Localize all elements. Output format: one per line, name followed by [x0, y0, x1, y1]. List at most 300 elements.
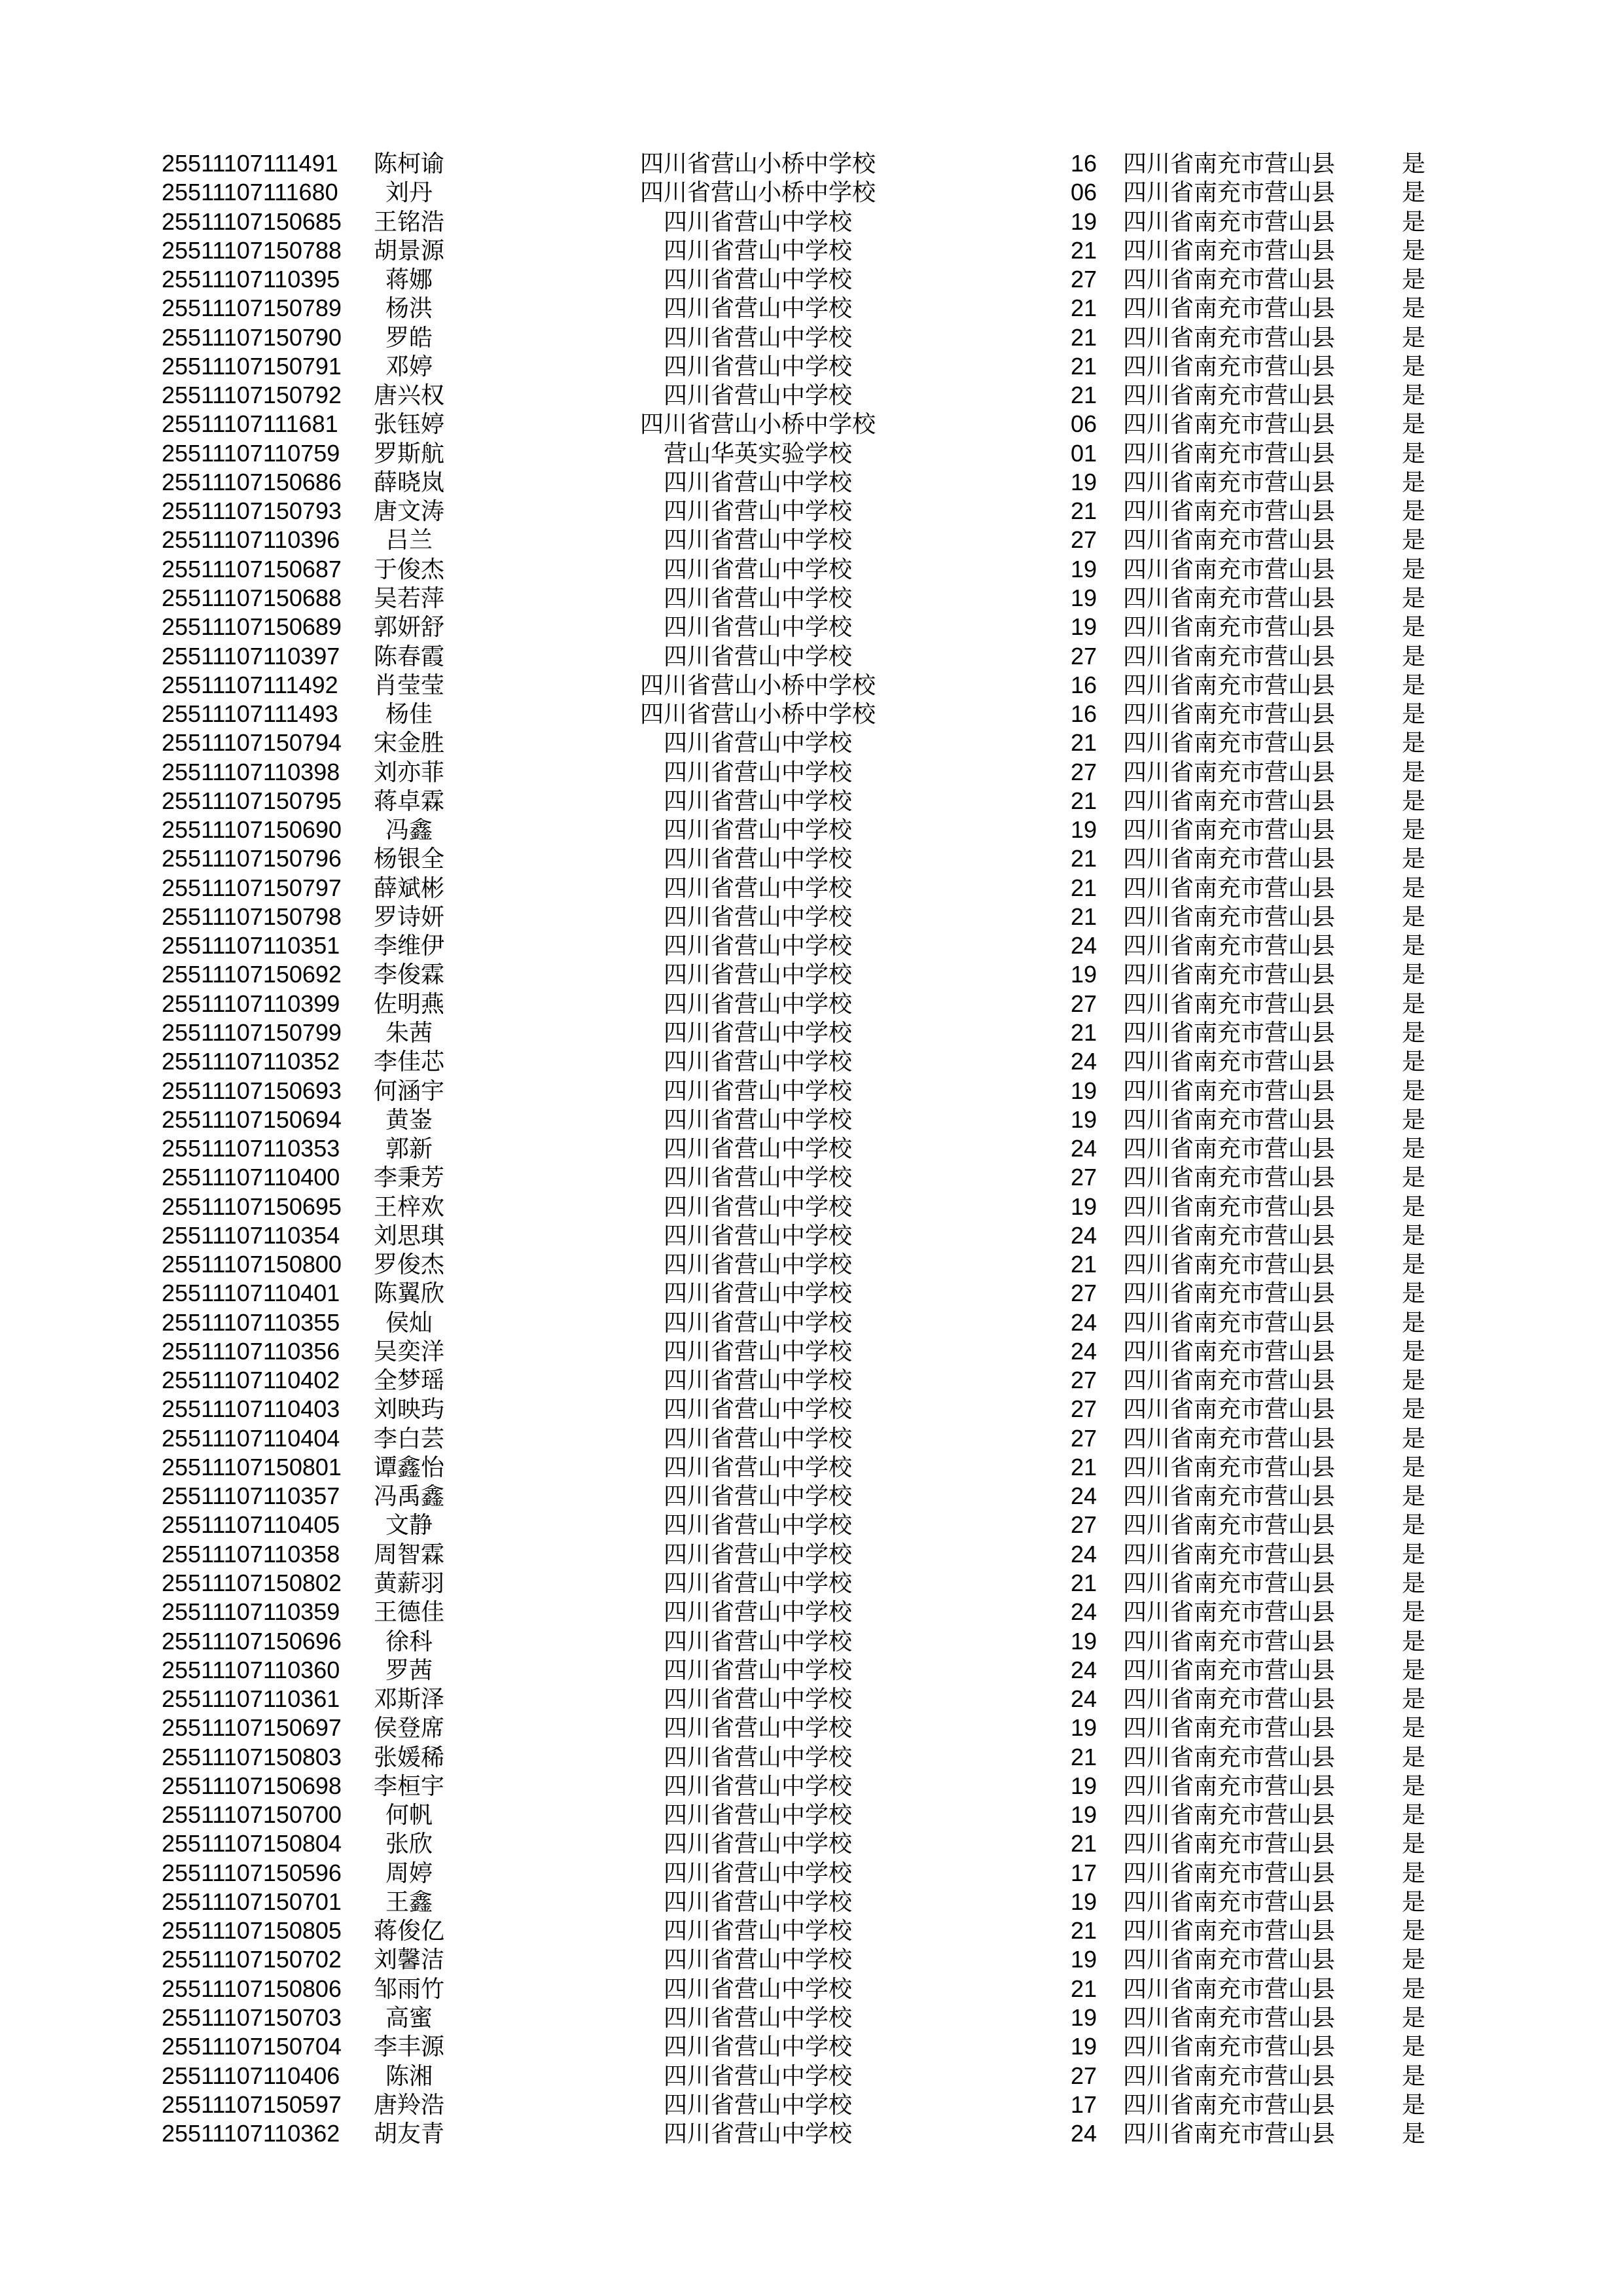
- cell-student-name: 张媛稀: [373, 1743, 444, 1770]
- cell-id-number: 25511107110351: [162, 932, 340, 960]
- cell-student-name: 刘馨洁: [373, 1946, 444, 1973]
- cell-id-number: 25511107150788: [162, 236, 342, 264]
- cell-county: 四川省南充市营山县: [1122, 468, 1335, 495]
- cell-id-number: 25511107150804: [162, 1830, 342, 1857]
- cell-school-name: 四川省营山中学校: [663, 1946, 852, 1973]
- table-row: [162, 468, 1466, 497]
- cell-confirm-flag: 是: [1401, 526, 1425, 554]
- cell-id-number: 25511107150703: [162, 2004, 342, 2031]
- cell-student-name: 胡友青: [373, 2120, 444, 2147]
- cell-student-name: 何帆: [385, 1801, 433, 1829]
- table-row: [162, 1221, 1466, 1250]
- cell-county: 四川省南充市营山县: [1122, 1424, 1335, 1452]
- cell-confirm-flag: 是: [1401, 671, 1425, 698]
- table-row: [162, 931, 1466, 960]
- cell-school-name: 四川省营山中学校: [663, 1975, 852, 2002]
- table-row: [162, 990, 1466, 1018]
- cell-confirm-flag: 是: [1401, 758, 1425, 785]
- cell-county: 四川省南充市营山县: [1122, 1714, 1335, 1742]
- cell-id-number: 25511107110358: [162, 1540, 340, 1568]
- table-row: [162, 1656, 1466, 1685]
- table-row: [162, 671, 1466, 700]
- cell-school-name: 四川省营山中学校: [663, 1714, 852, 1742]
- cell-county: 四川省南充市营山县: [1122, 295, 1335, 322]
- cell-number: 21: [1070, 1743, 1097, 1770]
- cell-id-number: 25511107110405: [162, 1511, 340, 1539]
- table-row: [162, 2032, 1466, 2061]
- cell-county: 四川省南充市营山县: [1122, 2033, 1335, 2060]
- cell-student-name: 罗斯航: [373, 439, 444, 467]
- table-row: [162, 874, 1466, 903]
- cell-county: 四川省南充市营山县: [1122, 729, 1335, 757]
- cell-number: 24: [1070, 2120, 1097, 2147]
- cell-confirm-flag: 是: [1401, 903, 1425, 930]
- cell-student-name: 周婷: [385, 1859, 433, 1886]
- cell-county: 四川省南充市营山县: [1122, 613, 1335, 641]
- cell-confirm-flag: 是: [1401, 961, 1425, 988]
- cell-school-name: 四川省营山中学校: [663, 1453, 852, 1480]
- cell-id-number: 25511107150702: [162, 1946, 342, 1973]
- cell-id-number: 25511107110397: [162, 642, 340, 670]
- cell-number: 19: [1070, 1946, 1097, 1973]
- cell-id-number: 25511107111491: [162, 150, 338, 177]
- cell-county: 四川省南充市营山县: [1122, 1511, 1335, 1539]
- cell-number: 21: [1070, 1453, 1097, 1480]
- cell-county: 四川省南充市营山县: [1122, 2120, 1335, 2147]
- cell-number: 27: [1070, 1367, 1097, 1394]
- cell-student-name: 李丰源: [373, 2033, 444, 2060]
- cell-number: 21: [1070, 1018, 1097, 1046]
- cell-id-number: 25511107110356: [162, 1337, 340, 1365]
- cell-county: 四川省南充市营山县: [1122, 1598, 1335, 1626]
- cell-school-name: 四川省营山中学校: [663, 266, 852, 293]
- table-row: [162, 1134, 1466, 1163]
- cell-number: 24: [1070, 1221, 1097, 1249]
- cell-id-number: 25511107110401: [162, 1280, 340, 1307]
- cell-id-number: 25511107110398: [162, 758, 340, 785]
- cell-confirm-flag: 是: [1401, 150, 1425, 177]
- cell-confirm-flag: 是: [1401, 874, 1425, 901]
- table-row: [162, 352, 1466, 381]
- table-row: [162, 787, 1466, 816]
- cell-number: 19: [1070, 1077, 1097, 1104]
- cell-confirm-flag: 是: [1401, 1540, 1425, 1568]
- cell-county: 四川省南充市营山县: [1122, 1570, 1335, 1597]
- cell-confirm-flag: 是: [1401, 1830, 1425, 1857]
- table-row: [162, 381, 1466, 410]
- cell-county: 四川省南充市营山县: [1122, 150, 1335, 177]
- table-row: [162, 1105, 1466, 1134]
- cell-number: 24: [1070, 1337, 1097, 1365]
- cell-confirm-flag: 是: [1401, 613, 1425, 641]
- cell-student-name: 郭妍舒: [373, 613, 444, 641]
- table-row: [162, 2119, 1466, 2148]
- cell-student-name: 张欣: [385, 1830, 433, 1857]
- cell-confirm-flag: 是: [1401, 1772, 1425, 1799]
- cell-number: 19: [1070, 1801, 1097, 1829]
- cell-student-name: 陈湘: [385, 2062, 433, 2089]
- cell-county: 四川省南充市营山县: [1122, 207, 1335, 235]
- cell-id-number: 25511107150696: [162, 1627, 342, 1655]
- cell-school-name: 四川省营山中学校: [663, 961, 852, 988]
- cell-number: 19: [1070, 613, 1097, 641]
- cell-id-number: 25511107150700: [162, 1801, 342, 1829]
- cell-id-number: 25511107150794: [162, 729, 342, 757]
- cell-confirm-flag: 是: [1401, 1308, 1425, 1336]
- table-row: [162, 1193, 1466, 1221]
- cell-confirm-flag: 是: [1401, 382, 1425, 409]
- cell-number: 21: [1070, 236, 1097, 264]
- cell-county: 四川省南充市营山县: [1122, 1193, 1335, 1220]
- table-row: [162, 1569, 1466, 1598]
- cell-school-name: 四川省营山中学校: [663, 1251, 852, 1278]
- cell-student-name: 冯禹鑫: [373, 1482, 444, 1510]
- cell-confirm-flag: 是: [1401, 1048, 1425, 1075]
- cell-school-name: 四川省营山中学校: [663, 295, 852, 322]
- table-row: [162, 265, 1466, 294]
- table-row: [162, 207, 1466, 236]
- cell-school-name: 四川省营山中学校: [663, 1685, 852, 1713]
- cell-number: 01: [1070, 439, 1097, 467]
- cell-number: 19: [1070, 1714, 1097, 1742]
- cell-number: 16: [1070, 671, 1097, 698]
- cell-number: 24: [1070, 1540, 1097, 1568]
- cell-number: 27: [1070, 526, 1097, 554]
- cell-id-number: 25511107150800: [162, 1251, 342, 1278]
- cell-confirm-flag: 是: [1401, 497, 1425, 525]
- cell-student-name: 薛晓岚: [373, 468, 444, 495]
- cell-county: 四川省南充市营山县: [1122, 352, 1335, 380]
- cell-id-number: 25511107150806: [162, 1975, 342, 2002]
- table-row: [162, 1713, 1466, 1742]
- cell-number: 27: [1070, 990, 1097, 1017]
- cell-student-name: 刘亦菲: [373, 758, 444, 785]
- cell-student-name: 张钰婷: [373, 410, 444, 438]
- table-row: [162, 700, 1466, 728]
- cell-confirm-flag: 是: [1401, 1598, 1425, 1626]
- cell-id-number: 25511107110759: [162, 439, 340, 467]
- cell-number: 19: [1070, 816, 1097, 844]
- cell-confirm-flag: 是: [1401, 1221, 1425, 1249]
- cell-id-number: 25511107110400: [162, 1164, 340, 1191]
- cell-student-name: 唐兴权: [373, 382, 444, 409]
- table-row: [162, 236, 1466, 265]
- cell-student-name: 全梦瑶: [373, 1367, 444, 1394]
- cell-number: 17: [1070, 2090, 1097, 2118]
- cell-number: 21: [1070, 729, 1097, 757]
- cell-id-number: 25511107110399: [162, 990, 340, 1017]
- cell-number: 27: [1070, 1280, 1097, 1307]
- table-row: [162, 178, 1466, 207]
- cell-county: 四川省南充市营山县: [1122, 1830, 1335, 1857]
- cell-number: 27: [1070, 2062, 1097, 2089]
- cell-number: 24: [1070, 1656, 1097, 1683]
- table-row: [162, 1018, 1466, 1047]
- cell-confirm-flag: 是: [1401, 1135, 1425, 1162]
- cell-id-number: 25511107110353: [162, 1135, 340, 1162]
- cell-confirm-flag: 是: [1401, 787, 1425, 814]
- cell-number: 27: [1070, 1164, 1097, 1191]
- table-row: [162, 816, 1466, 844]
- cell-confirm-flag: 是: [1401, 352, 1425, 380]
- cell-school-name: 四川省营山中学校: [663, 382, 852, 409]
- cell-school-name: 四川省营山中学校: [663, 1308, 852, 1336]
- table-row: [162, 1077, 1466, 1105]
- cell-school-name: 四川省营山中学校: [663, 1743, 852, 1770]
- cell-county: 四川省南充市营山县: [1122, 1917, 1335, 1945]
- cell-confirm-flag: 是: [1401, 295, 1425, 322]
- cell-number: 19: [1070, 1105, 1097, 1133]
- table-row: [162, 1598, 1466, 1626]
- cell-confirm-flag: 是: [1401, 2062, 1425, 2089]
- table-row: [162, 1337, 1466, 1366]
- cell-county: 四川省南充市营山县: [1122, 1627, 1335, 1655]
- table-row: [162, 2062, 1466, 2090]
- cell-school-name: 四川省营山中学校: [663, 1888, 852, 1915]
- cell-id-number: 25511107150802: [162, 1570, 342, 1597]
- table-row: [162, 844, 1466, 873]
- cell-student-name: 邓婷: [385, 352, 433, 380]
- cell-student-name: 吴若萍: [373, 584, 444, 611]
- cell-student-name: 冯鑫: [385, 816, 433, 844]
- cell-student-name: 刘丹: [385, 179, 433, 206]
- cell-confirm-flag: 是: [1401, 1337, 1425, 1365]
- cell-confirm-flag: 是: [1401, 1888, 1425, 1915]
- cell-student-name: 高蜜: [385, 2004, 433, 2031]
- cell-id-number: 25511107110402: [162, 1367, 340, 1394]
- cell-confirm-flag: 是: [1401, 1859, 1425, 1886]
- cell-number: 27: [1070, 266, 1097, 293]
- cell-school-name: 四川省营山中学校: [663, 787, 852, 814]
- cell-number: 27: [1070, 1395, 1097, 1423]
- cell-id-number: 25511107110406: [162, 2062, 340, 2089]
- cell-confirm-flag: 是: [1401, 1570, 1425, 1597]
- cell-confirm-flag: 是: [1401, 1193, 1425, 1220]
- cell-school-name: 四川省营山中学校: [663, 1077, 852, 1104]
- cell-county: 四川省南充市营山县: [1122, 787, 1335, 814]
- cell-county: 四川省南充市营山县: [1122, 1048, 1335, 1075]
- cell-student-name: 文静: [385, 1511, 433, 1539]
- table-row: [162, 960, 1466, 989]
- cell-id-number: 25511107110352: [162, 1048, 340, 1075]
- cell-confirm-flag: 是: [1401, 2120, 1425, 2147]
- cell-student-name: 薛斌彬: [373, 874, 444, 901]
- cell-school-name: 四川省营山中学校: [663, 903, 852, 930]
- cell-id-number: 25511107110404: [162, 1424, 340, 1452]
- cell-confirm-flag: 是: [1401, 236, 1425, 264]
- cell-student-name: 侯登席: [373, 1714, 444, 1742]
- cell-confirm-flag: 是: [1401, 1656, 1425, 1683]
- cell-student-name: 佐明燕: [373, 990, 444, 1017]
- cell-number: 24: [1070, 1048, 1097, 1075]
- cell-id-number: 25511107150597: [162, 2090, 342, 2118]
- cell-confirm-flag: 是: [1401, 1251, 1425, 1278]
- cell-county: 四川省南充市营山县: [1122, 1801, 1335, 1829]
- table-row: [162, 642, 1466, 671]
- cell-student-name: 宋金胜: [373, 729, 444, 757]
- table-row: [162, 1685, 1466, 1713]
- cell-number: 21: [1070, 845, 1097, 872]
- cell-school-name: 四川省营山中学校: [663, 1627, 852, 1655]
- cell-county: 四川省南充市营山县: [1122, 2062, 1335, 2089]
- cell-school-name: 四川省营山中学校: [663, 584, 852, 611]
- cell-confirm-flag: 是: [1401, 468, 1425, 495]
- cell-county: 四川省南充市营山县: [1122, 671, 1335, 698]
- cell-id-number: 25511107150689: [162, 613, 342, 641]
- table-row: [162, 1511, 1466, 1539]
- cell-confirm-flag: 是: [1401, 1018, 1425, 1046]
- cell-id-number: 25511107150790: [162, 323, 342, 351]
- cell-id-number: 25511107110357: [162, 1482, 340, 1510]
- cell-confirm-flag: 是: [1401, 1685, 1425, 1713]
- cell-id-number: 25511107150685: [162, 207, 342, 235]
- cell-id-number: 25511107110361: [162, 1685, 340, 1713]
- cell-id-number: 25511107150791: [162, 352, 342, 380]
- cell-school-name: 四川省营山中学校: [663, 1570, 852, 1597]
- cell-school-name: 四川省营山中学校: [663, 1482, 852, 1510]
- cell-id-number: 25511107111681: [162, 410, 338, 438]
- cell-school-name: 四川省营山中学校: [663, 1540, 852, 1568]
- cell-county: 四川省南充市营山县: [1122, 845, 1335, 872]
- cell-school-name: 四川省营山中学校: [663, 236, 852, 264]
- cell-confirm-flag: 是: [1401, 1714, 1425, 1742]
- cell-student-name: 罗茜: [385, 1656, 433, 1683]
- cell-county: 四川省南充市营山县: [1122, 642, 1335, 670]
- cell-student-name: 周智霖: [373, 1540, 444, 1568]
- cell-student-name: 杨洪: [385, 295, 433, 322]
- cell-county: 四川省南充市营山县: [1122, 1077, 1335, 1104]
- cell-student-name: 谭鑫怡: [373, 1453, 444, 1480]
- cell-confirm-flag: 是: [1401, 179, 1425, 206]
- cell-student-name: 陈柯谕: [373, 150, 444, 177]
- cell-id-number: 25511107110354: [162, 1221, 340, 1249]
- cell-number: 21: [1070, 874, 1097, 901]
- table-row: [162, 1540, 1466, 1569]
- cell-number: 06: [1070, 179, 1097, 206]
- cell-number: 21: [1070, 903, 1097, 930]
- table-row: [162, 1975, 1466, 2003]
- cell-student-name: 侯灿: [385, 1308, 433, 1336]
- cell-school-name: 四川省营山小桥中学校: [639, 179, 876, 206]
- cell-county: 四川省南充市营山县: [1122, 961, 1335, 988]
- cell-county: 四川省南充市营山县: [1122, 1280, 1335, 1307]
- table-row: [162, 1163, 1466, 1192]
- table-row: [162, 497, 1466, 526]
- cell-school-name: 四川省营山中学校: [663, 1830, 852, 1857]
- cell-number: 19: [1070, 2033, 1097, 2060]
- cell-confirm-flag: 是: [1401, 1164, 1425, 1191]
- cell-school-name: 四川省营山中学校: [663, 1801, 852, 1829]
- cell-id-number: 25511107110362: [162, 2120, 340, 2147]
- cell-id-number: 25511107150795: [162, 787, 342, 814]
- cell-number: 24: [1070, 1482, 1097, 1510]
- cell-school-name: 四川省营山中学校: [663, 1337, 852, 1365]
- table-row: [162, 1308, 1466, 1337]
- cell-school-name: 四川省营山中学校: [663, 323, 852, 351]
- cell-confirm-flag: 是: [1401, 1917, 1425, 1945]
- table-row: [162, 439, 1466, 468]
- cell-county: 四川省南充市营山县: [1122, 1164, 1335, 1191]
- cell-id-number: 25511107150805: [162, 1917, 342, 1945]
- cell-confirm-flag: 是: [1401, 1395, 1425, 1423]
- cell-school-name: 四川省营山中学校: [663, 990, 852, 1017]
- cell-school-name: 四川省营山中学校: [663, 2090, 852, 2118]
- cell-student-name: 李桓宇: [373, 1772, 444, 1799]
- table-row: [162, 1250, 1466, 1279]
- cell-school-name: 四川省营山小桥中学校: [639, 671, 876, 698]
- cell-county: 四川省南充市营山县: [1122, 990, 1335, 1017]
- table-body: [162, 149, 1466, 2148]
- cell-confirm-flag: 是: [1401, 1975, 1425, 2002]
- cell-school-name: 四川省营山中学校: [663, 1395, 852, 1423]
- cell-id-number: 25511107111492: [162, 671, 338, 698]
- table-row: [162, 1829, 1466, 1858]
- cell-student-name: 胡景源: [373, 236, 444, 264]
- cell-number: 27: [1070, 642, 1097, 670]
- cell-student-name: 黄崟: [385, 1105, 433, 1133]
- cell-id-number: 25511107150695: [162, 1193, 342, 1220]
- cell-student-name: 罗诗妍: [373, 903, 444, 930]
- cell-school-name: 四川省营山中学校: [663, 207, 852, 235]
- cell-id-number: 25511107150687: [162, 555, 342, 583]
- table-row: [162, 1627, 1466, 1656]
- cell-school-name: 四川省营山中学校: [663, 526, 852, 554]
- cell-county: 四川省南充市营山县: [1122, 497, 1335, 525]
- cell-id-number: 25511107110396: [162, 526, 340, 554]
- cell-id-number: 25511107150698: [162, 1772, 342, 1799]
- cell-county: 四川省南充市营山县: [1122, 874, 1335, 901]
- cell-school-name: 四川省营山中学校: [663, 1018, 852, 1046]
- cell-county: 四川省南充市营山县: [1122, 526, 1335, 554]
- cell-student-name: 杨银全: [373, 845, 444, 872]
- cell-id-number: 25511107110359: [162, 1598, 340, 1626]
- cell-student-name: 何涵宇: [373, 1077, 444, 1104]
- cell-student-name: 罗俊杰: [373, 1251, 444, 1278]
- cell-school-name: 四川省营山中学校: [663, 352, 852, 380]
- cell-school-name: 营山华英实验学校: [663, 439, 852, 467]
- cell-number: 21: [1070, 295, 1097, 322]
- cell-school-name: 四川省营山中学校: [663, 1917, 852, 1945]
- cell-school-name: 四川省营山中学校: [663, 2033, 852, 2060]
- cell-county: 四川省南充市营山县: [1122, 1308, 1335, 1336]
- cell-student-name: 杨佳: [385, 700, 433, 728]
- cell-student-name: 罗皓: [385, 323, 433, 351]
- cell-student-name: 李俊霖: [373, 961, 444, 988]
- cell-county: 四川省南充市营山县: [1122, 555, 1335, 583]
- cell-student-name: 朱茜: [385, 1018, 433, 1046]
- cell-county: 四川省南充市营山县: [1122, 816, 1335, 844]
- table-row: [162, 728, 1466, 757]
- cell-number: 21: [1070, 1830, 1097, 1857]
- cell-student-name: 蒋俊亿: [373, 1917, 444, 1945]
- cell-id-number: 25511107150686: [162, 468, 342, 495]
- cell-student-name: 徐科: [385, 1627, 433, 1655]
- cell-county: 四川省南充市营山县: [1122, 1656, 1335, 1683]
- cell-county: 四川省南充市营山县: [1122, 1135, 1335, 1162]
- cell-confirm-flag: 是: [1401, 584, 1425, 611]
- table-row: [162, 758, 1466, 787]
- cell-confirm-flag: 是: [1401, 1482, 1425, 1510]
- cell-county: 四川省南充市营山县: [1122, 1685, 1335, 1713]
- cell-id-number: 25511107150704: [162, 2033, 342, 2060]
- table-row: [162, 1453, 1466, 1482]
- cell-county: 四川省南充市营山县: [1122, 1482, 1335, 1510]
- cell-number: 17: [1070, 1859, 1097, 1886]
- cell-county: 四川省南充市营山县: [1122, 1395, 1335, 1423]
- cell-id-number: 25511107150692: [162, 961, 342, 988]
- table-row: [162, 1424, 1466, 1453]
- cell-county: 四川省南充市营山县: [1122, 700, 1335, 728]
